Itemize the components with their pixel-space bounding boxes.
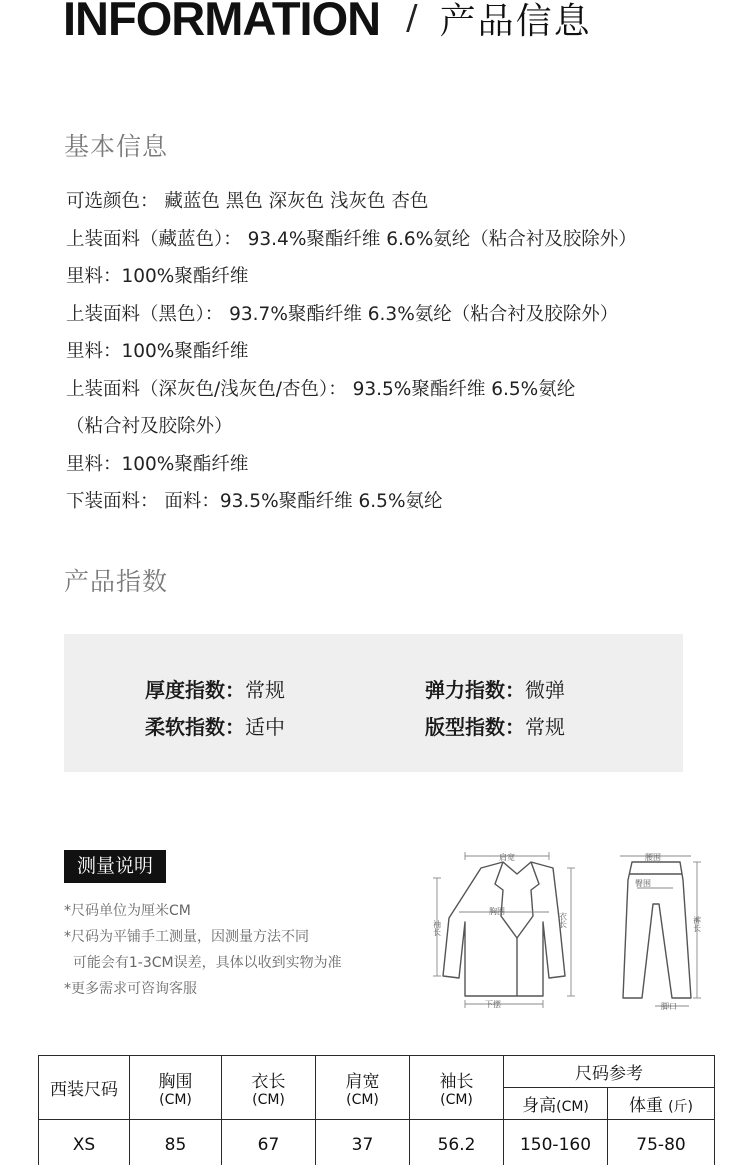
note-line: 可能会有1-3CM误差，具体以收到实物为准	[64, 955, 342, 971]
header-weight: 体重 (斤)	[608, 1088, 715, 1120]
product-index-title: 产品指数	[64, 567, 169, 596]
diagram-label-pants-length: 裤长	[692, 916, 702, 932]
diagram-label-shoulder: 肩宽	[499, 853, 515, 862]
diagram-label-hip: 臀围	[635, 879, 651, 888]
index-softness	[145, 711, 285, 740]
note-line: *更多需求可咨询客服	[64, 981, 197, 997]
basic-info-title: 基本信息	[64, 132, 169, 161]
info-line-fabric-grey: 上装面料（深灰色/浅灰色/杏色）： 93.5%聚酯纤维 6.5%氨纶	[66, 378, 576, 400]
cell-height: 150-160	[504, 1120, 608, 1165]
measurement-tag: 测量说明	[64, 850, 166, 883]
table-row	[39, 1120, 715, 1165]
cell-sleeve: 56.2	[410, 1120, 504, 1165]
measurement-diagram	[425, 848, 715, 1013]
diagram-label-leg-opening: 脚口	[661, 1002, 677, 1011]
index-label: 厚度指数：	[145, 678, 245, 702]
pants-outline	[623, 862, 691, 998]
diagram-label-hem: 下摆	[485, 1000, 501, 1009]
index-value: 常规	[245, 678, 285, 702]
info-line-fabric-navy: 上装面料（藏蓝色）： 93.4%聚酯纤维 6.6%氨纶（粘合衬及胶除外）	[66, 228, 637, 250]
index-elasticity	[425, 674, 565, 703]
size-table	[38, 1055, 715, 1165]
diagram-label-waist: 腰围	[645, 853, 661, 862]
header-title-cn: 产品信息	[439, 0, 592, 42]
info-line-lining-2: 里料：100%聚酯纤维	[66, 341, 249, 362]
cell-chest: 85	[130, 1120, 222, 1165]
index-value: 适中	[245, 715, 285, 739]
measurement-notes	[64, 898, 342, 1002]
info-line-colors: 可选颜色： 藏蓝色 黑色 深灰色 浅灰色 杏色	[66, 191, 429, 212]
header-shoulder: 肩宽 (CM)	[316, 1056, 410, 1120]
index-fit	[425, 711, 565, 740]
header-size: 西装尺码	[39, 1056, 130, 1120]
page-header	[63, 0, 592, 48]
index-value: 常规	[525, 715, 565, 739]
header-length: 衣长 (CM)	[222, 1056, 316, 1120]
header-chest: 胸围 (CM)	[130, 1056, 222, 1120]
header-height: 身高(CM)	[504, 1088, 608, 1120]
diagram-label-sleeve: 袖长	[432, 920, 442, 936]
diagram-label-length: 衣长	[558, 912, 568, 928]
cell-length: 67	[222, 1120, 316, 1165]
cell-size: XS	[39, 1120, 130, 1165]
header-size-reference: 尺码参考	[504, 1056, 715, 1088]
product-index-panel	[64, 634, 683, 772]
info-line-fabric-black: 上装面料（黑色）： 93.7%聚酯纤维 6.3%氨纶（粘合衬及胶除外）	[66, 303, 619, 325]
info-line-fabric-grey-note: （粘合衬及胶除外）	[66, 416, 233, 437]
index-thickness	[145, 674, 285, 703]
header-title-en: INFORMATION	[63, 0, 381, 45]
note-line: *尺码单位为厘米CM	[64, 903, 191, 919]
index-value: 微弹	[525, 678, 565, 702]
header-sleeve: 袖长 (CM)	[410, 1056, 504, 1120]
jacket-outline	[443, 862, 565, 996]
basic-info-list	[66, 183, 726, 521]
info-line-pants-fabric: 下装面料： 面料：93.5%聚酯纤维 6.5%氨纶	[66, 491, 443, 512]
cell-weight: 75-80	[608, 1120, 715, 1165]
index-label: 柔软指数：	[145, 715, 245, 739]
cell-shoulder: 37	[316, 1120, 410, 1165]
index-label: 弹力指数：	[425, 678, 525, 702]
header-separator: /	[406, 0, 418, 38]
info-line-lining-1: 里料：100%聚酯纤维	[66, 266, 249, 287]
index-label: 版型指数：	[425, 715, 525, 739]
diagram-label-chest: 胸围	[489, 907, 505, 916]
note-line: *尺码为平铺手工测量，因测量方法不同	[64, 929, 309, 945]
info-line-lining-3: 里料：100%聚酯纤维	[66, 453, 249, 475]
